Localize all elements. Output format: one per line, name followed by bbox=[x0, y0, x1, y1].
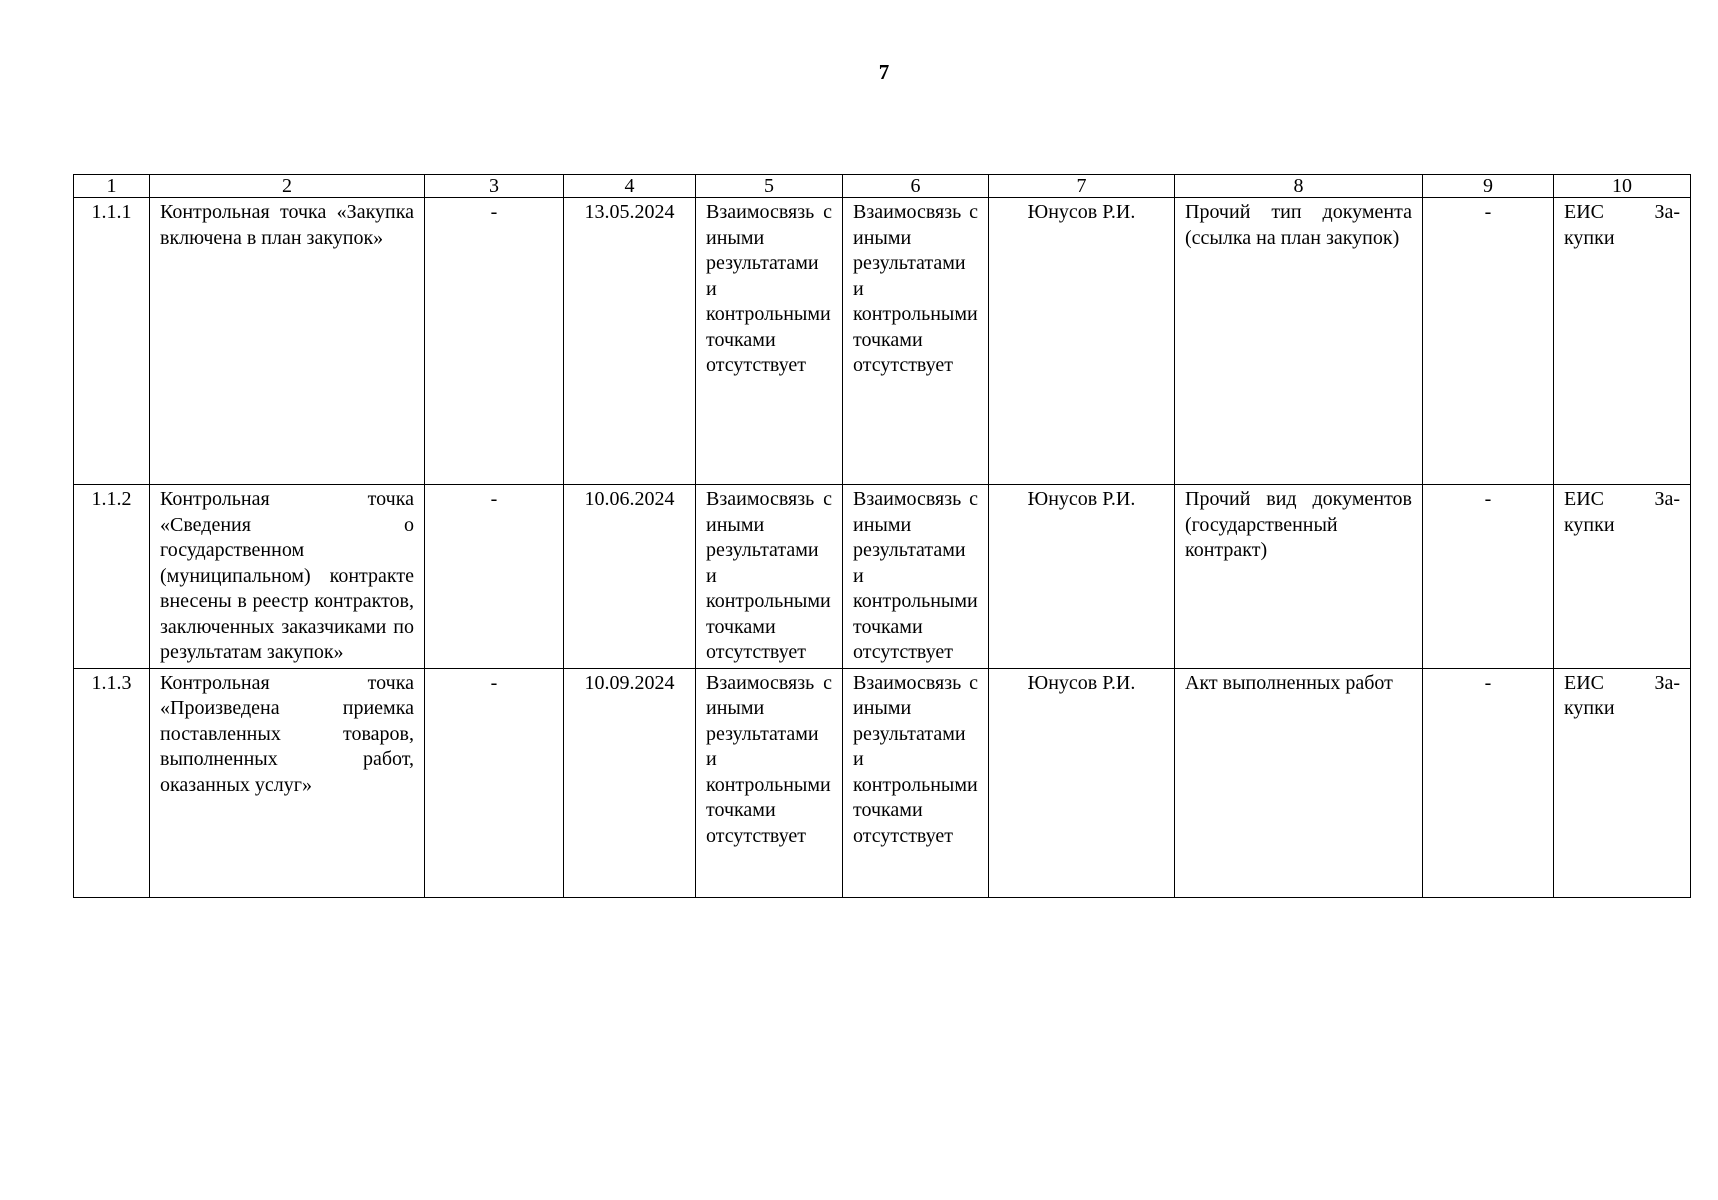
document-type: Прочий тип документа (ссылка на план закупок) bbox=[1175, 198, 1423, 485]
checkpoint-date: 10.09.2024 bbox=[564, 668, 696, 897]
info-system-cell bbox=[1554, 198, 1691, 485]
column-header: 8 bbox=[1175, 175, 1423, 198]
cell-col6: Взаимосвязь с иными результатами и контрольными точками отсутствует bbox=[843, 198, 989, 485]
document-type: Прочий вид документов (государственный контракт) bbox=[1175, 485, 1423, 669]
checkpoint-date: 10.06.2024 bbox=[564, 485, 696, 669]
table-row bbox=[74, 668, 1691, 897]
row-number: 1.1.2 bbox=[74, 485, 150, 669]
responsible-person: Юнусов Р.И. bbox=[989, 668, 1175, 897]
column-header: 5 bbox=[696, 175, 843, 198]
info-system-part-2a: За- bbox=[1654, 488, 1680, 510]
responsible-person: Юнусов Р.И. bbox=[989, 198, 1175, 485]
cell-col3: - bbox=[425, 198, 564, 485]
column-header: 1 bbox=[74, 175, 150, 198]
column-header: 3 bbox=[425, 175, 564, 198]
info-system-part-2a: За- bbox=[1654, 201, 1680, 223]
cell-col5: Взаимосвязь с иными результатами и контрольными точками отсутствует bbox=[696, 198, 843, 485]
column-header: 2 bbox=[150, 175, 425, 198]
table-row bbox=[74, 485, 1691, 669]
info-system-part-2b: купки bbox=[1564, 513, 1615, 536]
cell-col5: Взаимосвязь с иными результатами и контрольными точками отсутствует bbox=[696, 485, 843, 669]
info-system-part-1: ЕИС bbox=[1564, 488, 1604, 510]
column-header: 4 bbox=[564, 175, 696, 198]
info-system-part-2b: купки bbox=[1564, 226, 1615, 249]
column-header: 10 bbox=[1554, 175, 1691, 198]
cell-col3: - bbox=[425, 485, 564, 669]
row-number: 1.1.3 bbox=[74, 668, 150, 897]
info-system-part-2b: купки bbox=[1564, 697, 1615, 719]
checkpoint-name: Контрольная точка «Сведения о государственном (муниципальном) контракте внесены в реестр контрактов, заключенных заказчиками по результатам закупок» bbox=[150, 485, 425, 669]
cell-col3: - bbox=[425, 668, 564, 897]
page-number: 7 bbox=[878, 60, 890, 84]
column-header: 6 bbox=[843, 175, 989, 198]
responsible-person: Юнусов Р.И. bbox=[989, 485, 1175, 669]
checkpoints-table bbox=[73, 174, 1691, 898]
cell-col9: - bbox=[1423, 668, 1554, 897]
cell-col6: Взаимосвязь с иными результатами и контрольными точками отсутствует bbox=[843, 668, 989, 897]
row-number: 1.1.1 bbox=[74, 198, 150, 485]
info-system-part-1: ЕИС bbox=[1564, 671, 1604, 694]
cell-col9: - bbox=[1423, 485, 1554, 669]
info-system-cell bbox=[1554, 668, 1691, 897]
cell-col9: - bbox=[1423, 198, 1554, 485]
info-system-part-1: ЕИС bbox=[1564, 201, 1604, 223]
table-row bbox=[74, 198, 1691, 485]
info-system-part-2a: За- bbox=[1654, 671, 1680, 694]
info-system-cell bbox=[1554, 485, 1691, 669]
checkpoint-name: Контрольная точка «Закупка включена в план закупок» bbox=[150, 198, 425, 485]
document-type: Акт выполненных работ bbox=[1175, 668, 1423, 897]
column-header: 9 bbox=[1423, 175, 1554, 198]
cell-col6: Взаимосвязь с иными результатами и контрольными точками отсутствует bbox=[843, 485, 989, 669]
column-header: 7 bbox=[989, 175, 1175, 198]
cell-col5: Взаимосвязь с иными результатами и контрольными точками отсутствует bbox=[696, 668, 843, 897]
checkpoint-date: 13.05.2024 bbox=[564, 198, 696, 485]
header-row bbox=[74, 175, 1691, 198]
checkpoint-name: Контрольная точка «Произведена приемка поставленных товаров, выполненных работ, оказанных услуг» bbox=[150, 668, 425, 897]
